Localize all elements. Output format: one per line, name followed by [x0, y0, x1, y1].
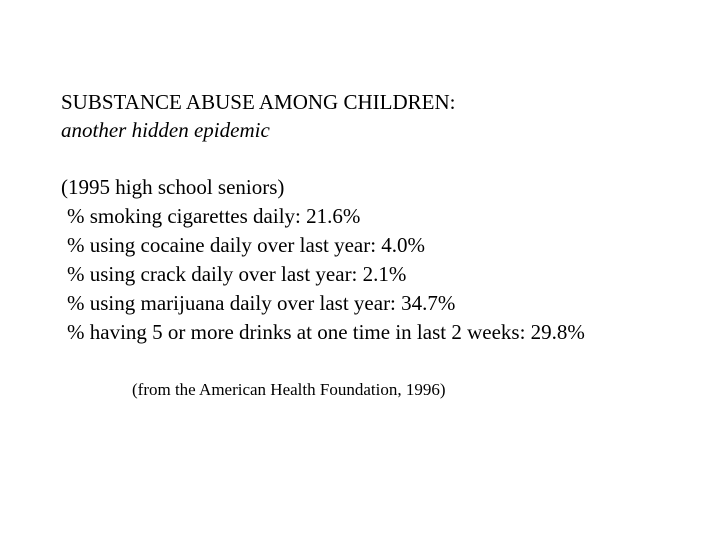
- stat-cocaine: % using cocaine daily over last year: 4.0%: [67, 233, 426, 257]
- stat-cigarettes: % smoking cigarettes daily: 21.6%: [67, 204, 361, 228]
- stat-drinking: % having 5 or more drinks at one time in last 2 weeks: 29.8%: [67, 320, 585, 344]
- stats-list: [67, 202, 585, 347]
- slide-title: SUBSTANCE ABUSE AMONG CHILDREN:: [61, 90, 456, 114]
- stat-crack: % using crack daily over last year: 2.1%: [67, 262, 407, 286]
- slide-subtitle: another hidden epidemic: [61, 118, 270, 142]
- stat-marijuana: % using marijuana daily over last year: 34.7%: [67, 291, 456, 315]
- source-citation: (from the American Health Foundation, 1996): [132, 380, 446, 399]
- stats-intro: (1995 high school seniors): [61, 175, 285, 199]
